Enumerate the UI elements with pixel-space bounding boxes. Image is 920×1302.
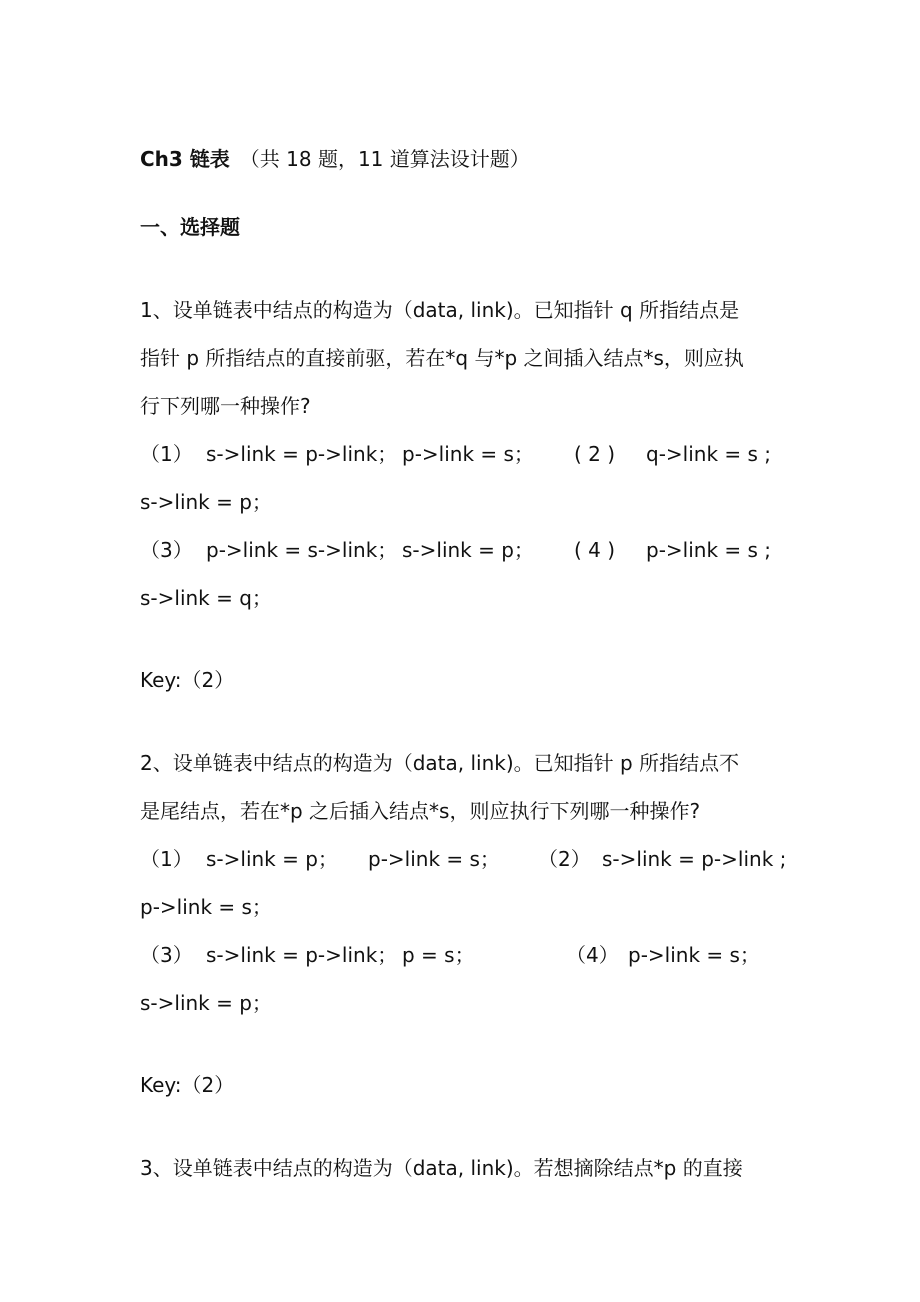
q1-option-4-stmt-a: p->link = s ;	[646, 538, 772, 562]
title-main: Ch3 链表	[140, 147, 230, 171]
question-1-line-3: 行下列哪一种操作?	[140, 394, 311, 418]
q1-option-3-stmt-b: s->link = p；	[402, 538, 534, 562]
question-1-line-2: 指针 p 所指结点的直接前驱，若在*q 与*p 之间插入结点*s，则应执	[140, 346, 744, 370]
q2-option-2-stmt-b: p->link = s；	[140, 895, 272, 919]
q2-option-1-stmt-b: p->link = s；	[368, 847, 500, 871]
q1-option-4-stmt-b: s->link = q；	[140, 586, 272, 610]
q2-option-1-stmt-a: s->link = p；	[206, 847, 338, 871]
q2-option-2-label: （2）	[538, 847, 591, 871]
document-title	[140, 145, 530, 173]
q1-option-2-stmt-a: q->link = s ;	[646, 442, 772, 466]
q2-option-3-label: （3）	[140, 943, 193, 967]
q1-option-2-label: ( 2 )	[574, 442, 616, 466]
q1-option-1-stmt-a: s->link = p->link；	[206, 442, 398, 466]
section-heading: 一、选择题	[140, 215, 240, 239]
q2-option-2-stmt-a: s->link = p->link ;	[602, 847, 787, 871]
q2-option-3-stmt-b: p = s；	[402, 943, 475, 967]
question-2-line-1: 2、设单链表中结点的构造为（data, link)。已知指针 p 所指结点不	[140, 751, 740, 775]
q1-option-1-stmt-b: p->link = s；	[402, 442, 534, 466]
question-2-line-2: 是尾结点，若在*p 之后插入结点*s，则应执行下列哪一种操作?	[140, 799, 701, 823]
q1-option-2-stmt-b: s->link = p；	[140, 490, 272, 514]
q1-option-3-label: （3）	[140, 538, 193, 562]
q2-option-4-stmt-b: s->link = p；	[140, 991, 272, 1015]
q1-option-1-label: （1）	[140, 442, 193, 466]
q2-answer-key: Key:（2）	[140, 1073, 235, 1097]
q1-option-4-label: ( 4 )	[574, 538, 616, 562]
q1-option-3-stmt-a: p->link = s->link；	[206, 538, 398, 562]
question-3-line-1: 3、设单链表中结点的构造为（data, link)。若想摘除结点*p 的直接	[140, 1156, 743, 1180]
q1-answer-key: Key:（2）	[140, 668, 235, 692]
title-subtitle: （共 18 题，11 道算法设计题）	[239, 147, 530, 171]
question-1-line-1: 1、设单链表中结点的构造为（data, link)。已知指针 q 所指结点是	[140, 298, 740, 322]
q2-option-1-label: （1）	[140, 847, 193, 871]
q2-option-3-stmt-a: s->link = p->link；	[206, 943, 398, 967]
q2-option-4-label: （4）	[566, 943, 619, 967]
q2-option-4-stmt-a: p->link = s；	[628, 943, 760, 967]
